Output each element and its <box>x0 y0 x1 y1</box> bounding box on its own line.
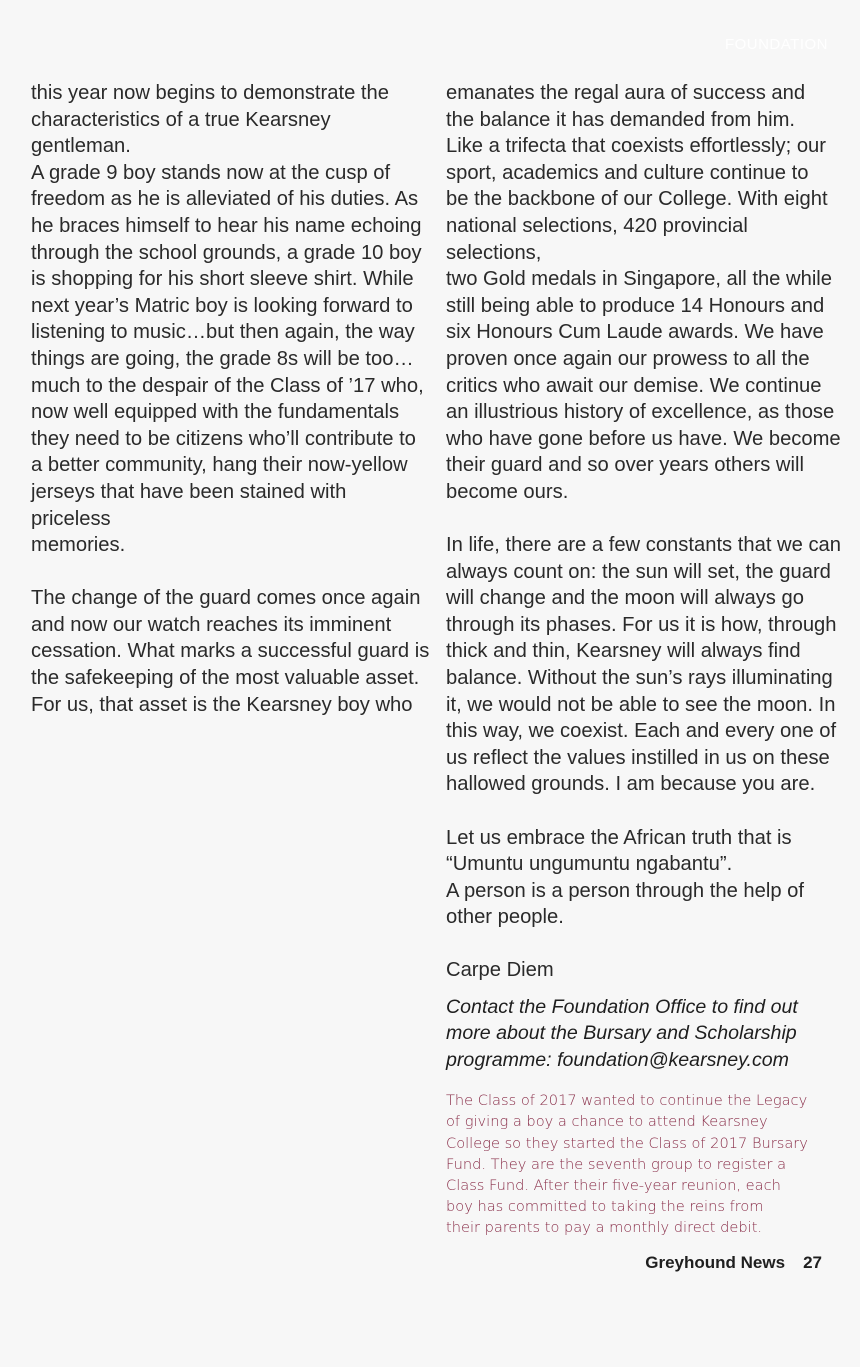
left-column <box>31 80 431 718</box>
page-footer <box>645 1253 822 1273</box>
left-paragraph-2: The change of the guard comes once again and now our watch reaches its imminent cessation. What marks a successful guard is the safekeeping of the most valuable asset. For us, that asset is the Kearsney boy who <box>31 587 430 716</box>
contact-note: Contact the Foundation Office to find out more about the Bursary and Scholarship programme: foundation@kearsney.com <box>446 995 798 1071</box>
left-paragraph-1: this year now begins to demonstrate the characteristics of a true Kearsney gentleman. A grade 9 boy stands now at the cusp of freedom as he is alleviated of his duties. As he braces himself to hear his name echoing through the school grounds, a grade 10 boy is shopping for his short sleeve shirt. While next year’s Matric boy is looking forward to listening to music…but then again, the way things are going, the grade 8s will be too… much to the despair of the Class of ’17 who, now well equipped with the fundamentals they need to be citizens who’ll contribute to a better community, hang their now-yellow jerseys that have been stained with priceless memories. <box>31 82 424 557</box>
page-number: 27 <box>803 1253 822 1272</box>
section-label: FOUNDATION <box>724 36 828 53</box>
publication-name: Greyhound News <box>645 1253 786 1272</box>
right-paragraph-1: emanates the regal aura of success and the balance it has demanded from him. Like a trifecta that coexists effortlessly; our sport, academics and culture continue to be the backbone of our College. With eight national selections, 420 provincial selections, two Gold medals in Singapore, all the while still being able to produce 14 Honours and six Honours Cum Laude awards. We have proven once again our prowess to all the critics who await our demise. We continue an illustrious history of excellence, as those who have gone before us have. We become their guard and so over years others will become ours. <box>446 82 841 503</box>
right-paragraph-2: In life, there are a few constants that we can always count on: the sun will set, the guard will change and the moon will always go through its phases. For us it is how, through thick and thin, Kearsney will always find balance. Without the sun’s rays illuminating it, we would not be able to see the moon. In this way, we coexist. Each and every one of us reflect the values instilled in us on these hallowed grounds. I am because you are. <box>446 534 841 796</box>
right-column <box>446 80 846 1238</box>
legacy-note: The Class of 2017 wanted to continue the Legacy of giving a boy a chance to attend Kearsney College so they started the Class of 2017 Bursary Fund. They are the seventh group to register a Class Fund. After their five-year reunion, each boy has committed to taking the reins from their parents to pay a monthly direct debit. <box>446 1092 808 1236</box>
signoff: Carpe Diem <box>446 959 554 981</box>
right-paragraph-3: Let us embrace the African truth that is “Umuntu ungumuntu ngabantu”. A person is a person through the help of other people. <box>446 826 805 929</box>
